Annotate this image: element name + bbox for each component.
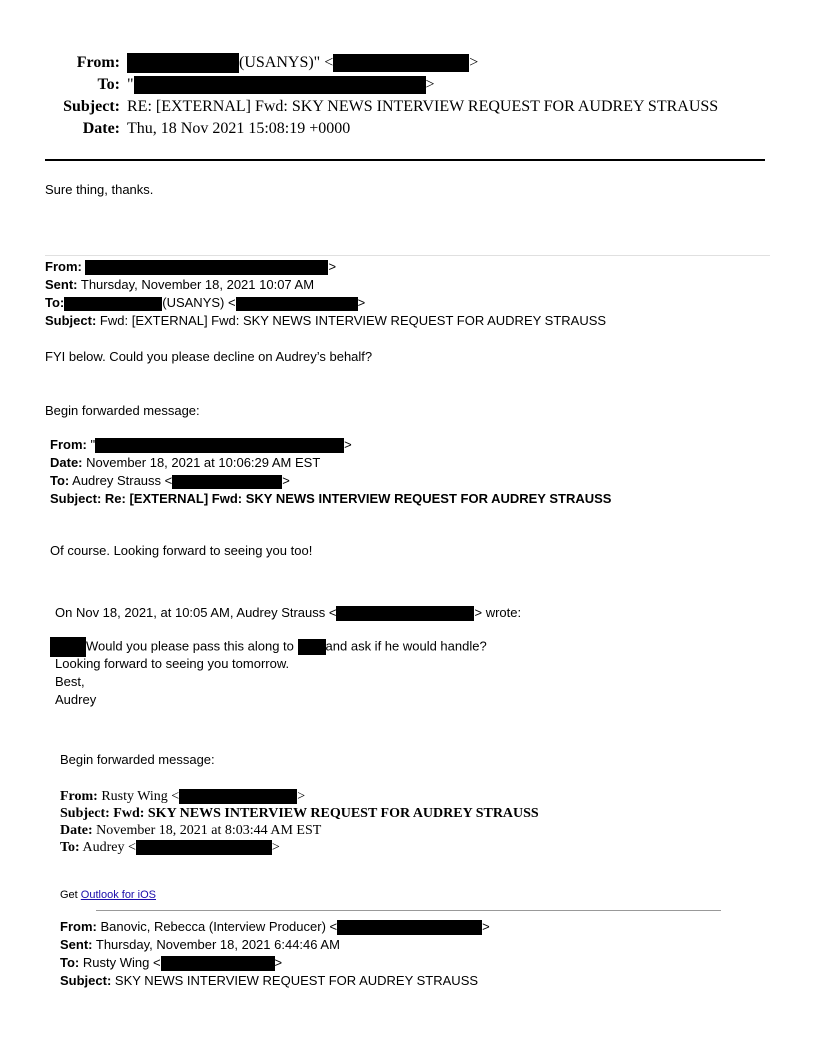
msg4-subject-label: Subject:: [60, 806, 110, 821]
msg5-from-label: From:: [60, 919, 97, 934]
msg4-from-close: >: [297, 789, 306, 804]
redaction-block: [161, 956, 275, 971]
msg1-to-mid: (USANYS) <: [162, 295, 236, 310]
reply-body: Sure thing, thanks.: [45, 182, 154, 197]
redaction-block: [179, 789, 297, 804]
msg1-sent-row: [45, 276, 314, 294]
msg2-from-close: >: [344, 437, 352, 452]
msg4-to-row: [60, 839, 280, 857]
header-subject-label: Subject:: [63, 98, 120, 115]
msg3-line4: Audrey: [55, 692, 97, 707]
redaction-block: [136, 840, 272, 855]
redaction-block: [85, 260, 328, 275]
msg2-to-row: [50, 472, 290, 490]
header-to-label: To:: [97, 76, 120, 93]
msg2-date-value: November 18, 2021 at 10:06:29 AM EST: [86, 455, 321, 470]
msg2-subject-value: Re: [EXTERNAL] Fwd: SKY NEWS INTERVIEW REQUEST FOR AUDREY STRAUSS: [104, 491, 612, 506]
msg5-sent-label: Sent:: [60, 937, 93, 952]
msg5-to-label: To:: [60, 955, 80, 970]
msg4-subject-row: [60, 805, 539, 823]
msg2-to-label: To:: [50, 473, 70, 488]
msg4-from-value: Rusty Wing <: [101, 789, 180, 804]
msg1-subject-label: Subject:: [45, 313, 97, 328]
header-date-label: Date:: [82, 120, 120, 137]
msg4-date-value: November 18, 2021 at 8:03:44 AM EST: [96, 823, 322, 838]
msg3-on-suffix: > wrote:: [474, 605, 522, 620]
redaction-block: [50, 637, 86, 657]
msg5-sent-value: Thursday, November 18, 2021 6:44:46 AM: [95, 937, 340, 952]
header-to-prefix: ": [127, 76, 134, 93]
header-date-value: Thu, 18 Nov 2021 15:08:19 +0000: [127, 120, 351, 137]
msg5-from-value: Banovic, Rebecca (Interview Producer) <: [100, 919, 338, 934]
header-date-row: [40, 119, 350, 139]
redaction-block: [64, 297, 162, 311]
redaction-block: [95, 438, 344, 453]
redaction-block: [172, 475, 282, 489]
msg1-from-row: [45, 258, 336, 276]
msg2-date-row: [50, 454, 320, 472]
msg3-on-prefix: On Nov 18, 2021, at 10:05 AM, Audrey Strauss <: [55, 605, 337, 620]
msg5-sent-row: [60, 936, 340, 954]
msg3-line1-a: Would you please pass this along to: [86, 638, 294, 654]
msg1-subject-row: [45, 312, 606, 330]
msg1-sent-label: Sent:: [45, 277, 78, 292]
msg2-to-close: >: [282, 473, 290, 488]
redaction-block: [337, 920, 482, 935]
msg5-from-close: >: [482, 919, 490, 934]
msg1-from-label: From:: [45, 259, 82, 274]
header-from-row: [40, 53, 478, 73]
msg4-to-value: Audrey <: [82, 840, 136, 855]
msg1-subject-value: Fwd: [EXTERNAL] Fwd: SKY NEWS INTERVIEW REQUEST FOR AUDREY STRAUSS: [99, 313, 607, 328]
msg1-body: FYI below. Could you please decline on Audrey’s behalf?: [45, 349, 373, 364]
msg4-date-row: [60, 822, 321, 840]
header-subject-value: RE: [EXTERNAL] Fwd: SKY NEWS INTERVIEW REQUEST FOR AUDREY STRAUSS: [127, 98, 719, 115]
header-from-suffix: (USANYS)" <: [239, 54, 334, 71]
msg5-subject-value: SKY NEWS INTERVIEW REQUEST FOR AUDREY STRAUSS: [114, 973, 479, 988]
msg4-to-label: To:: [60, 840, 80, 855]
msg1-from-close: >: [328, 259, 337, 274]
outlook-ios-link[interactable]: Outlook for iOS: [80, 889, 156, 901]
redaction-block: [127, 53, 239, 73]
msg4-subject-value: Fwd: SKY NEWS INTERVIEW REQUEST FOR AUDREY STRAUSS: [113, 806, 539, 821]
msg2-from-row: [50, 436, 352, 454]
msg1-sent-value: Thursday, November 18, 2021 10:07 AM: [80, 277, 315, 292]
redaction-block: [134, 76, 426, 94]
msg5-from-row: [60, 918, 490, 936]
msg3-line3: Best,: [55, 674, 85, 689]
msg5-subject-label: Subject:: [60, 973, 112, 988]
msg2-date-label: Date:: [50, 455, 83, 470]
msg4-get-outlook: [60, 887, 156, 903]
header-divider: [45, 159, 765, 161]
msg4-get-prefix: Get: [60, 889, 78, 901]
msg3-line2: Looking forward to seeing you tomorrow.: [55, 656, 290, 671]
msg2-subject-row: [50, 490, 611, 508]
msg3-line1-b: and ask if he would handle?: [325, 638, 487, 654]
header-subject-row: [40, 97, 718, 117]
msg1-to-row: [45, 294, 365, 312]
msg4-date-label: Date:: [60, 823, 93, 838]
msg3-begin-forwarded: Begin forwarded message:: [60, 752, 215, 767]
header-to-row: [40, 75, 435, 95]
msg2-to-value: Audrey Strauss <: [72, 473, 173, 488]
redaction-block: [336, 606, 474, 621]
msg5-to-close: >: [274, 955, 283, 970]
msg2-from-label: From:: [50, 437, 87, 452]
msg3-line1: [50, 637, 487, 657]
msg5-to-value: Rusty Wing <: [82, 955, 161, 970]
msg4-from-label: From:: [60, 789, 98, 804]
header-to-close: >: [425, 76, 435, 93]
header-from-close: >: [469, 54, 479, 71]
header-from-label: From:: [76, 54, 120, 71]
msg2-body: Of course. Looking forward to seeing you too!: [50, 543, 313, 558]
msg1-to-close: >: [357, 295, 366, 310]
outlook-separator: [96, 910, 721, 911]
msg3-on-line: [55, 604, 521, 622]
redaction-block: [236, 297, 358, 311]
msg5-to-row: [60, 954, 282, 972]
msg2-from-prefix: ": [90, 437, 96, 452]
separator-line: [45, 255, 770, 256]
msg4-to-close: >: [271, 840, 280, 855]
msg1-begin-forwarded: Begin forwarded message:: [45, 403, 200, 418]
msg1-to-label: To:: [45, 295, 65, 310]
msg5-subject-row: [60, 972, 478, 990]
msg4-from-row: [60, 788, 305, 806]
msg2-subject-label: Subject:: [50, 491, 102, 506]
redaction-block: [298, 639, 326, 655]
redaction-block: [333, 54, 469, 72]
